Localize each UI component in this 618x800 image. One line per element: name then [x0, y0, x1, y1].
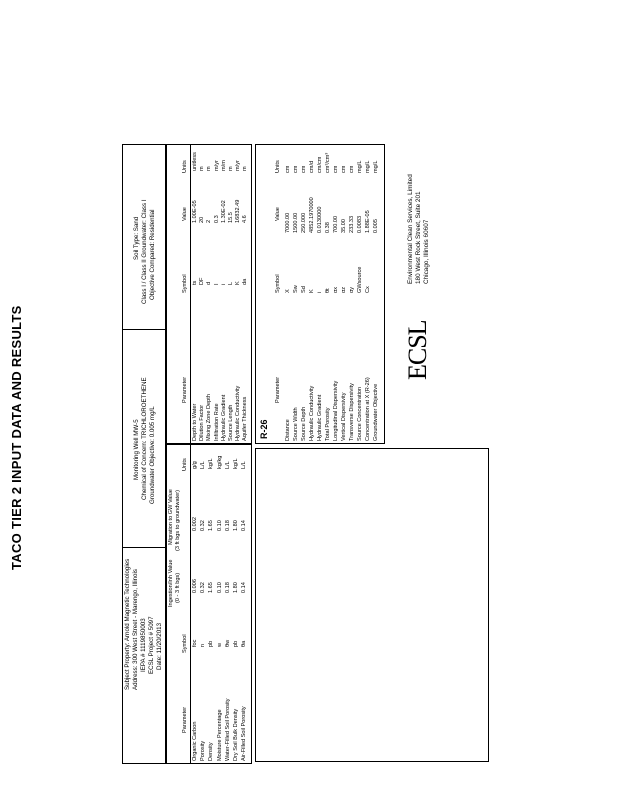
site-line1: Subject Property: Arnold Magnetic Technologies	[124, 558, 131, 690]
site-line3: IEPA # 1119850003	[140, 618, 147, 672]
table-cell-symbol: ts	[192, 280, 198, 285]
blank-box	[255, 448, 489, 762]
table-cell-value: 0.0083	[357, 215, 363, 233]
table-cell-parameter: Groundwater Objective	[373, 383, 379, 441]
table-cell-migration: 1.65	[208, 520, 215, 531]
table-cell-parameter: Dilution Factor	[199, 404, 206, 441]
table-cell-units: kg/L	[233, 458, 239, 469]
class-line1: Soil Type: Sand	[133, 216, 140, 260]
table-cell-parameter: Depth to Water	[192, 403, 198, 441]
table-cell-units: cm	[293, 165, 299, 173]
table-cell-parameter: Water-Filled Soil Porosity	[224, 698, 231, 761]
table-cell-value: 35.00	[341, 219, 347, 233]
table-cell-ingestion: 1.80	[233, 582, 239, 593]
table-cell-parameter: Source Width	[293, 407, 299, 441]
col-header-migration: Migration to GW Value	[168, 489, 174, 545]
table-cell-migration: 0.32	[200, 520, 207, 531]
col-header-symbol: Symbol	[182, 634, 188, 653]
col-header-symbol: Symbol	[275, 274, 281, 293]
table-cell-units: mg/L	[365, 160, 371, 173]
table-cell-ingestion: 0.10	[216, 582, 223, 593]
table-cell-symbol: αx	[333, 286, 339, 293]
table-cell-units: L/L	[200, 461, 207, 469]
col-header-units: Units	[275, 160, 281, 173]
table-cell-parameter: Organic Carbon	[192, 721, 198, 761]
col-header-value: Value	[275, 207, 281, 221]
soil-params-table	[166, 444, 252, 764]
class-line3: Objective Compared: Residential	[149, 209, 156, 300]
table-cell-value: 250.000	[301, 212, 307, 233]
table-cell-units: cm	[301, 165, 307, 173]
table-cell-symbol: pb	[233, 640, 239, 647]
table-cell-parameter: Longitudinal Dispersivity	[333, 380, 339, 441]
table-cell-units: g/g	[192, 461, 198, 469]
table-cell-units: mg/L	[357, 160, 363, 173]
table-cell-symbol: pb	[208, 640, 215, 647]
table-cell-symbol: d	[206, 281, 213, 285]
table-cell-symbol: w	[216, 642, 223, 647]
col-header-migration-depth: (3 ft bgs to groundwater)	[175, 490, 181, 551]
page-title: TACO TIER 2 INPUT DATA AND RESULTS	[9, 305, 24, 570]
table-cell-value: 7000.00	[285, 212, 291, 233]
well-line2: Chemical of Concern: TRICHLOROETHENE	[141, 377, 148, 500]
table-cell-symbol: θt	[325, 288, 331, 293]
site-line4: ECSL Project # 5097	[148, 616, 155, 674]
site-line5: Date: 11/20/2013	[156, 622, 163, 670]
table-cell-units: L/L	[241, 461, 248, 469]
table-cell-units: kg/kg	[216, 455, 223, 469]
table-cell-migration: 0.18	[224, 520, 231, 531]
table-cell-parameter: Source Depth	[301, 406, 307, 441]
table-cell-symbol: Cx	[365, 286, 371, 293]
table-cell-symbol: θa	[241, 640, 248, 647]
table-cell-value: 0.005	[373, 219, 379, 233]
col-header-units: Units	[182, 458, 188, 471]
table-cell-parameter: Transverse Dispersivity	[349, 383, 355, 441]
table-cell-value: 2	[206, 219, 213, 223]
col-header-units: Units	[182, 160, 188, 173]
table-cell-migration: 1.80	[233, 520, 239, 531]
well-line1: Monitoring Well MW-5	[133, 419, 140, 480]
table-cell-value: 20	[199, 216, 206, 223]
col-header-ingestion: Ingestion/Inh Value	[168, 559, 174, 607]
table-cell-units: m	[242, 166, 249, 171]
table-cell-parameter: Vertical Dispersivity	[341, 392, 347, 441]
table-cell-symbol: θw	[224, 639, 231, 647]
table-cell-parameter: Hydraulic Conductivity	[235, 385, 242, 441]
col-header-value: Value	[182, 207, 188, 221]
table-cell-units: kg/L	[208, 458, 215, 469]
site-line2: Address: 300 West Street - Marengo, Illinois	[132, 569, 139, 690]
table-cell-parameter: Hydraulic Gradient	[220, 394, 227, 441]
table-cell-units: m/m	[220, 160, 227, 171]
table-cell-ingestion: 0.14	[241, 582, 248, 593]
company-address2: Chicago, Illinois 60607	[423, 219, 430, 284]
table-cell-parameter: Distance	[285, 419, 291, 441]
table-cell-value: 0.0130000	[317, 206, 323, 233]
header-divider	[122, 329, 166, 330]
table-cell-symbol: Sd	[301, 286, 307, 293]
table-cell-parameter: Total Porosity	[325, 407, 331, 441]
table-cell-parameter: Mixing Zone Depth	[206, 394, 213, 441]
col-header-ingestion-depth: (0 - 3 ft bgs)	[175, 572, 181, 603]
table-cell-ingestion: 0.006	[192, 579, 198, 593]
company-address1: 180 West Rock Street, Suite 201	[415, 191, 422, 284]
table-cell-value: 1.30E-02	[220, 200, 227, 223]
table-cell-units: m/yr	[235, 160, 242, 171]
table-cell-symbol: n	[200, 643, 207, 647]
table-cell-migration: 0.002	[192, 517, 198, 531]
table-cell-value: 0.3	[213, 215, 220, 223]
table-cell-units: m	[206, 166, 213, 171]
table-cell-units: cm/d	[309, 160, 315, 173]
table-cell-value: 4852.1970000	[309, 197, 315, 233]
table-rule	[190, 445, 191, 763]
table-cell-units: cm³/cm³	[325, 152, 331, 173]
table-cell-parameter: Density	[208, 742, 215, 761]
table-rule	[190, 145, 191, 443]
col-header-parameter: Parameter	[275, 376, 281, 403]
table-cell-units: cm	[285, 165, 291, 173]
col-header-parameter: Parameter	[182, 376, 188, 403]
site-params-table	[166, 144, 252, 444]
table-cell-symbol: DF	[199, 277, 206, 285]
table-cell-symbol: K	[309, 289, 315, 293]
table-cell-symbol: da	[242, 278, 249, 285]
table-cell-parameter: Hydraulic Gradient	[317, 394, 323, 441]
table-cell-symbol: Sw	[293, 285, 299, 293]
table-cell-units: m/yr	[213, 160, 220, 171]
table-cell-symbol: αz	[341, 286, 347, 293]
table-cell-value: 4.6	[242, 215, 249, 223]
table-cell-ingestion: 0.32	[200, 582, 207, 593]
table-cell-ingestion: 1.65	[208, 582, 215, 593]
table-cell-units: unitless	[192, 152, 198, 171]
table-cell-parameter: Air-Filled Soil Porosity	[241, 706, 248, 761]
company-name: Environmental Clean Services, Limited	[407, 174, 414, 284]
table-cell-symbol: K	[235, 281, 242, 285]
table-cell-symbol: L	[228, 281, 234, 285]
table-cell-parameter: Hydraulic Conductivity	[309, 385, 315, 441]
table-cell-migration: 0.10	[216, 520, 223, 531]
table-cell-symbol: I	[213, 283, 220, 285]
table-cell-value: 0.38	[325, 222, 331, 233]
table-cell-value: 16832.49	[235, 199, 242, 223]
table-cell-parameter: Porosity	[200, 740, 207, 761]
r26-heading: R-26	[259, 419, 269, 439]
header-divider	[122, 547, 166, 548]
class-line2: Class I / Class II Groundwater: Class I	[141, 199, 148, 304]
table-cell-parameter: Source Length	[228, 404, 234, 441]
table-cell-units: cm	[341, 165, 347, 173]
table-cell-value: 1.88E-05	[365, 210, 371, 233]
table-cell-parameter: Concentration at X (R-26)	[365, 377, 371, 441]
col-header-parameter: Parameter	[182, 706, 188, 733]
table-cell-symbol: i	[220, 283, 227, 285]
table-cell-parameter: Dry Soil Bulk Density	[233, 708, 239, 761]
table-cell-parameter: Infiltration Rate	[213, 403, 220, 441]
table-cell-symbol: GWsource	[357, 266, 363, 293]
table-cell-parameter: Aquifer Thickness	[242, 396, 249, 441]
table-cell-parameter: Moisture Percentage	[216, 709, 223, 761]
table-cell-units: mg/L	[373, 160, 379, 173]
well-line3: Groundwater Objective: 0.005 mg/L	[149, 406, 156, 504]
table-cell-units: cm/cm	[317, 156, 323, 173]
table-cell-units: cm	[349, 165, 355, 173]
table-cell-units: L/L	[224, 461, 231, 469]
table-cell-symbol: X	[285, 289, 291, 293]
table-cell-symbol: i	[317, 291, 323, 293]
table-cell-parameter: Source Concentration	[357, 386, 363, 441]
col-header-symbol: Symbol	[182, 274, 188, 293]
table-cell-value: 1500.00	[293, 212, 299, 233]
table-cell-value: 15.5	[228, 212, 234, 223]
table-cell-migration: 0.14	[241, 520, 248, 531]
table-cell-value: 700.00	[333, 215, 339, 233]
r26-table	[255, 144, 385, 444]
table-cell-symbol: foc	[192, 639, 198, 647]
table-cell-ingestion: 0.18	[224, 582, 231, 593]
table-cell-units: m	[228, 166, 234, 171]
table-cell-units: m	[199, 166, 206, 171]
table-cell-symbol: αy	[349, 286, 355, 293]
table-cell-value: 233.33	[349, 215, 355, 233]
table-cell-units: cm	[333, 165, 339, 173]
table-cell-value: 1.00E-05	[192, 200, 198, 223]
company-logo: ECSL	[403, 320, 432, 380]
